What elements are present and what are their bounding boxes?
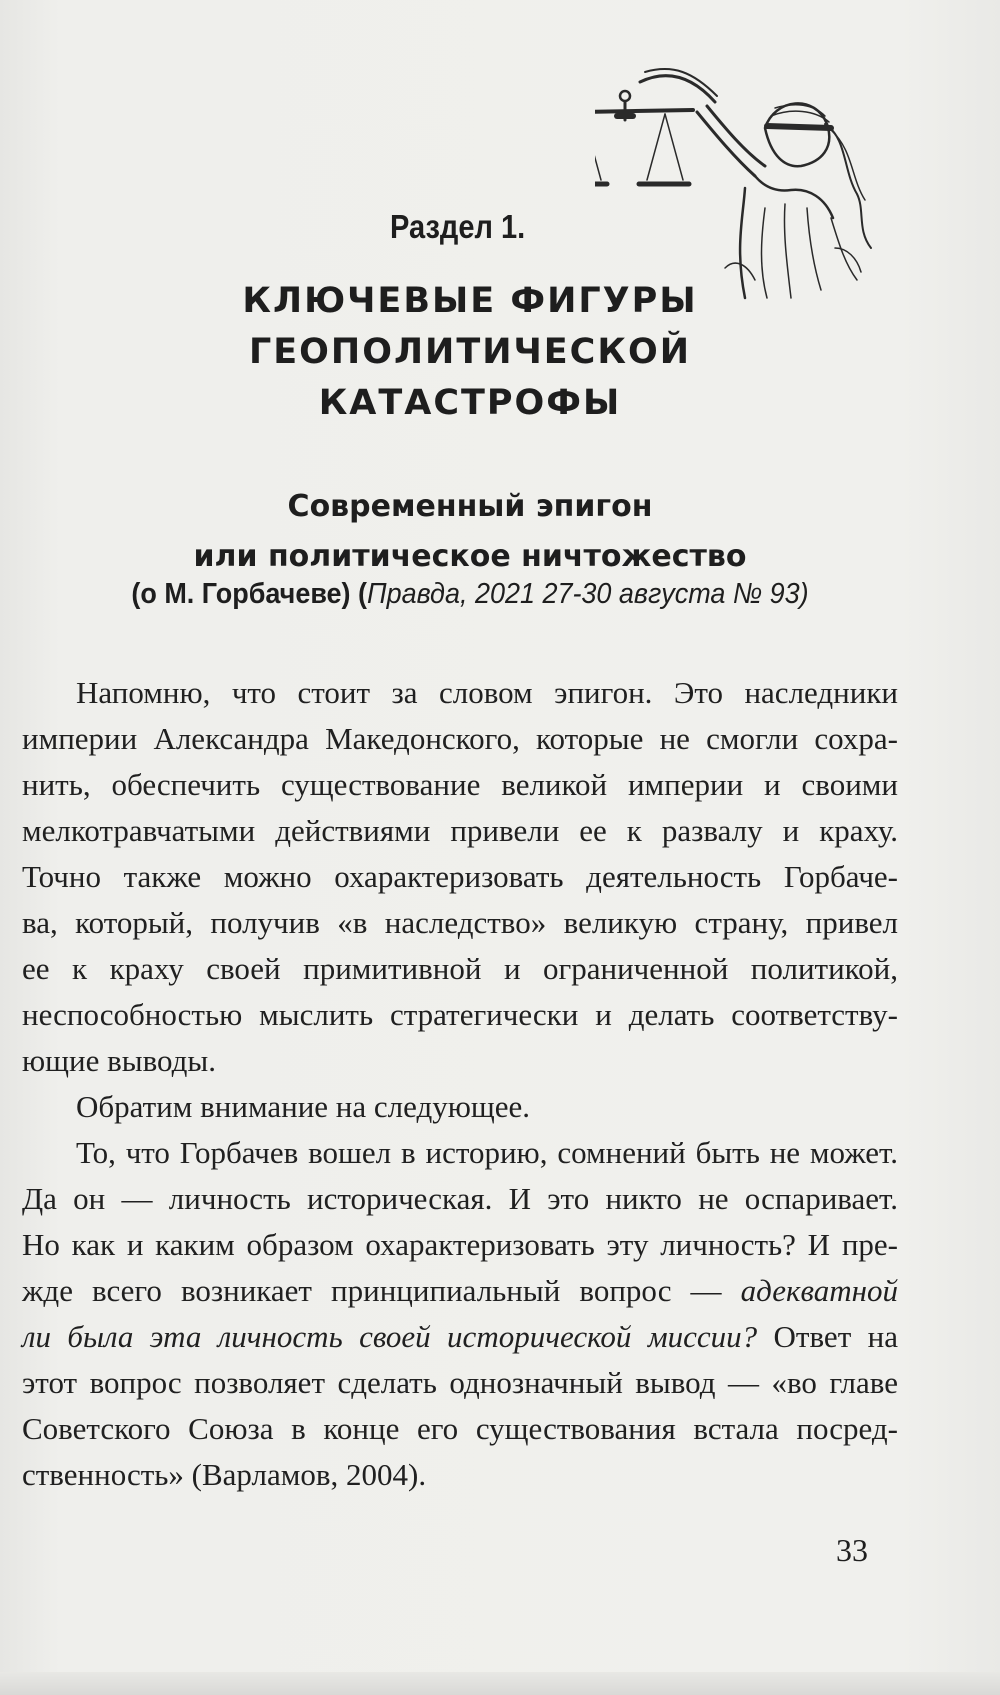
source-open-paren: ( [358,578,368,610]
page-number: 33 [836,1532,868,1568]
text-line: Точно также можно охарактеризовать деятельность Горбаче- [22,859,898,894]
article-title-line: Современный эпигон [287,489,653,524]
chapter-title-line: КЛЮЧЕВЫЕ ФИГУРЫ [242,281,698,321]
emphasis-span: адекватной [740,1273,898,1308]
text-line: Но как и каким образом охарактеризовать эту личность? И пре- [22,1227,898,1262]
text-line [22,1268,898,1314]
article-title-line: или политическое ничтожество [193,539,747,574]
text-line: мелкотравчатыми действиями привели ее к развалу и краху. [22,813,898,848]
text-line: ее к краху своей примитивной и ограниченной политикой, [22,951,898,986]
text-line: ющие выводы. [22,1043,216,1078]
chapter-title-line: ГЕОПОЛИТИЧЕСКОЙ [248,332,692,372]
text-line: Советского Союза в конце его существования встала посред- [22,1411,898,1446]
chapter-title [140,276,800,429]
text-span: жде всего возникает принципиальный вопрос — [22,1273,741,1308]
text-line: Напомню, что стоит за словом эпигон. Это наследники [76,675,898,710]
text-line: империи Александра Македонского, которые не смогли сохра- [22,721,898,756]
article-title [110,482,830,582]
page-edge-shadow [0,1672,1000,1695]
text-line: неспособностью мыслить стратегически и делать соответству- [22,997,898,1032]
text-line: То, что Горбачев вошел в историю, сомнений быть не может. [76,1135,898,1170]
text-line: Обратим внимание на следующее. [76,1089,531,1124]
source-line [117,578,824,611]
text-line: ва, который, получив «в наследство» великую страну, привел [22,905,898,940]
text-line: Да он — личность историческая. И это никто не оспаривает. [22,1181,898,1216]
paragraph [22,1130,898,1498]
chapter-title-line: КАТАСТРОФЫ [318,383,622,423]
source-citation: Правда, 2021 27-30 августа № 93) [367,578,809,610]
emphasis-span: ли была эта личность своей исторической миссии? [22,1319,758,1354]
article-body [22,670,898,1498]
text-line: нить, обеспечить существование великой империи и своими [22,767,898,802]
text-span: Ответ на [757,1319,898,1354]
paragraph [22,1084,898,1130]
source-subject: (о М. Горбачеве) [131,578,351,610]
paragraph [22,670,898,1084]
text-line: этот вопрос позволяет сделать однозначный вывод — «во главе [22,1365,898,1400]
text-line: ственность» (Варламов, 2004). [22,1457,427,1492]
section-label: Раздел 1. [390,208,526,245]
themis-scales-icon [595,58,915,303]
text-line [22,1314,898,1360]
